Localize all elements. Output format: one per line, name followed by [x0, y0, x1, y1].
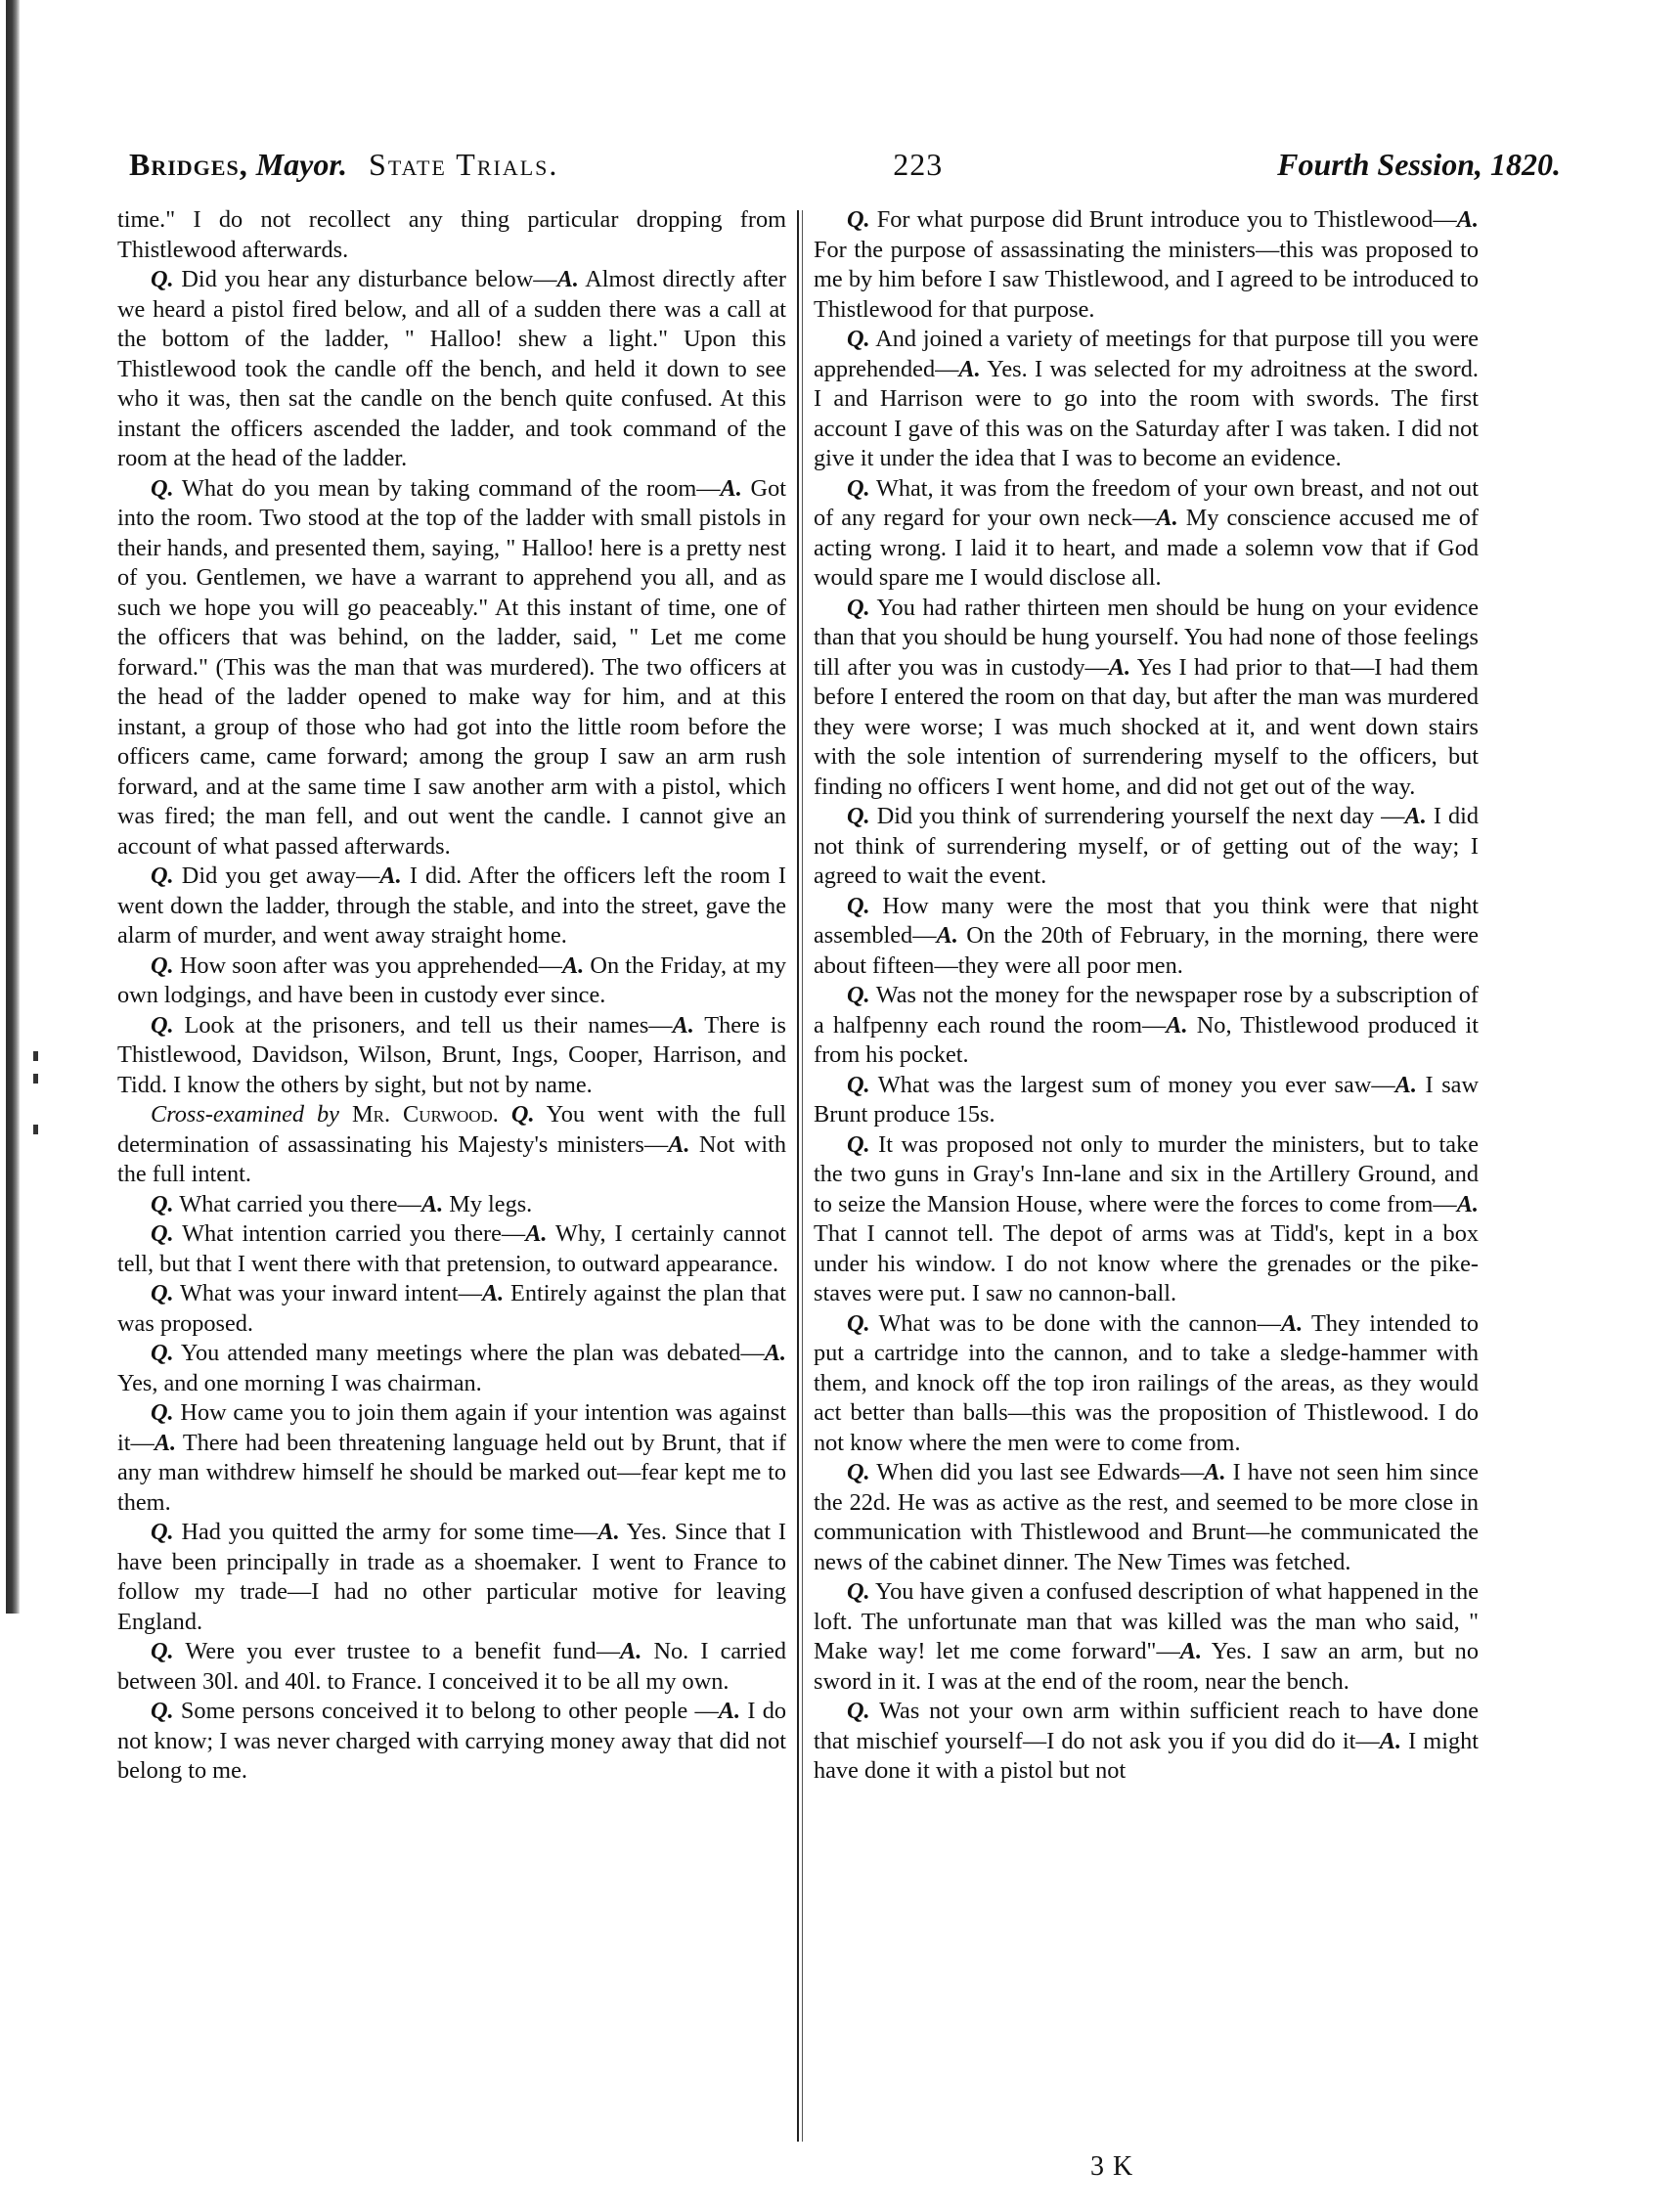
question-marker: Q. — [847, 1130, 870, 1158]
answer-marker: A. — [720, 474, 742, 502]
testimony-paragraph — [117, 265, 786, 474]
testimony-paragraph — [117, 1518, 786, 1637]
question-marker: Q. — [847, 1578, 870, 1605]
question-marker: Q. — [510, 1101, 535, 1128]
answer-marker: A. — [420, 1190, 444, 1217]
answer-text: For the purpose of assassinating the ministers—this was proposed to me by him before I saw Thistlewood, and I agreed to be introduced to Thistlewood for that purpose. — [814, 236, 1479, 323]
header-trials: State Trials. — [369, 147, 559, 182]
answer-marker: A. — [1108, 653, 1131, 681]
question-text: Look at the prisoners, and tell us their names— — [184, 1011, 673, 1039]
question-text: You attended many meetings where the plan was debated— — [180, 1340, 765, 1366]
examiner-name: Mr. Curwood. — [352, 1101, 499, 1128]
answer-text: I do not know; I was never charged with carrying money away that did not belong to me. — [117, 1698, 786, 1784]
answer-text: Yes. I saw an arm, but no sword in it. I was at the end of the room, near the bench. — [814, 1638, 1479, 1695]
question-marker: Q. — [847, 1459, 870, 1485]
answer-text: That I cannot tell. The depot of arms was at Tidd's, kept in a box under his window. I do not know where the grenades or the pike-staves were put. I saw no cannon-ball. — [814, 1220, 1479, 1306]
answer-marker: A. — [1394, 1071, 1417, 1098]
answer-marker: A. — [154, 1429, 177, 1456]
header-mayor: Mayor. — [255, 147, 348, 182]
question-marker: Q. — [847, 1309, 870, 1337]
testimony-paragraph — [117, 951, 786, 1011]
answer-marker: A. — [1379, 1727, 1402, 1754]
testimony-paragraph — [117, 1697, 786, 1787]
column-divider — [797, 210, 799, 2142]
answer-text: Almost directly after we heard a pistol fired below, and all of a sudden there was a call at the bottom of the ladder, " Halloo! shew a light." Upon this Thistlewood took the candle off the bench, and held it down to see who it was, then sat the candle on the bench quite confused. At this instant the officers ascended the ladder, and took command of the room at the head of the ladder. — [117, 266, 786, 471]
testimony-paragraph — [814, 802, 1479, 892]
question-marker: Q. — [151, 1220, 174, 1247]
question-text: It was proposed not only to murder the ministers, but to take the two guns in Gray's Inn-lane and six in the Artillery Ground, and to seize the Mansion House, where were the forces to come from— — [814, 1130, 1479, 1217]
cross-examination-label: Cross-examined by — [151, 1101, 339, 1128]
question-marker: Q. — [151, 1280, 174, 1306]
answer-text: Not with the full intent. — [117, 1130, 786, 1187]
testimony-paragraph — [814, 1130, 1479, 1309]
paragraph-text: time." I do not recollect any thing particular dropping from Thistlewood afterwards. — [117, 206, 786, 263]
testimony-paragraph — [814, 1458, 1479, 1577]
answer-marker: A. — [1166, 1011, 1188, 1039]
answer-text: I did not think of surrendering myself, or of getting out of the way; I agreed to wait the event. — [814, 803, 1479, 889]
header-left — [129, 147, 558, 183]
page-binding-edge — [6, 0, 20, 1614]
answer-text: Yes, and one morning I was chairman. — [117, 1369, 482, 1396]
question-text: How soon after was you apprehended— — [179, 951, 562, 979]
answer-text: On the Friday, at my own lodgings, and have been in custody ever since. — [117, 951, 786, 1008]
testimony-paragraph — [814, 474, 1479, 594]
answer-text: No. I carried between 30l. and 40l. to France. I conceived it to be all my own. — [117, 1638, 786, 1695]
answer-text: There is Thistlewood, Davidson, Wilson, Brunt, Ings, Cooper, Harrison, and Tidd. I know the others by sight, but not by name. — [117, 1011, 786, 1098]
question-text: Was not the money for the newspaper rose by a subscription of a halfpenny each round the room— — [814, 982, 1479, 1039]
testimony-paragraph — [117, 205, 786, 265]
testimony-paragraph — [117, 1339, 786, 1398]
answer-marker: A. — [561, 951, 585, 979]
answer-marker: A. — [1179, 1638, 1203, 1664]
question-marker: Q. — [151, 863, 174, 889]
left-column — [117, 205, 786, 2146]
question-marker: Q. — [151, 1190, 174, 1217]
answer-marker: A. — [718, 1698, 741, 1724]
question-marker: Q. — [151, 951, 174, 979]
testimony-paragraph — [814, 981, 1479, 1071]
question-text: You went with the full determination of assassinating his Majesty's ministers— — [117, 1101, 786, 1158]
answer-text: Yes. I was selected for my adroitness at the sword. I and Harrison were to go into the room with swords. The first account I gave of this was on the Saturday after I was taken. I did not give it under the idea that I was to become an evidence. — [814, 355, 1479, 471]
header-name: Bridges, — [129, 147, 248, 182]
testimony-paragraph — [117, 1637, 786, 1697]
question-text: What, it was from the freedom of your own breast, and not out of any regard for your own neck— — [814, 474, 1479, 531]
testimony-paragraph — [117, 1219, 786, 1279]
question-text: Did you hear any disturbance below— — [181, 266, 557, 292]
question-marker: Q. — [847, 892, 870, 919]
margin-mark — [33, 1074, 38, 1084]
question-text: What do you mean by taking command of the room— — [181, 474, 721, 502]
testimony-paragraph — [117, 1011, 786, 1101]
answer-marker: A. — [556, 266, 579, 292]
answer-text: My legs. — [449, 1190, 533, 1217]
answer-marker: A. — [1204, 1459, 1226, 1485]
answer-marker: A. — [958, 355, 981, 382]
answer-text: I saw Brunt produce 15s. — [814, 1071, 1479, 1128]
question-marker: Q. — [151, 1011, 174, 1039]
testimony-paragraph — [814, 325, 1479, 474]
question-marker: Q. — [847, 474, 870, 502]
column-divider — [802, 210, 803, 2142]
question-marker: Q. — [151, 1340, 174, 1366]
answer-text: There had been threatening language held out by Brunt, that if any man withdrew himself he should be marked out—fear kept me to them. — [117, 1429, 786, 1516]
answer-marker: A. — [936, 922, 958, 949]
answer-text: Got into the room. Two stood at the top of the ladder with small pistols in their hands, and presented them, saying, " Halloo! here is a pretty nest of you. Gentlemen, we have a warrant to apprehend you all, and as such we hope you will go peaceably." At this instant of time, one of the officers that was behind, on the ladder, said, " Let me come forward." (This was the man that was murdered). The two officers at the head of the ladder opened to make way for him, and at this instant, a group of those who had got into the little room before the officers came, came forward; among the group I saw an arm rush forward, and at the same time I saw another arm with a pistol, which was fired; the man fell, and out went the candle. I cannot give an account of what passed afterwards. — [117, 474, 786, 860]
question-text: How many were the most that you think were that night assembled— — [814, 892, 1479, 949]
question-text: How came you to join them again if your intention was against it— — [117, 1399, 786, 1456]
question-text: You have given a confused description of what happened in the loft. The unfortunate man that was killed was the man who said, " Make way! let me come forward"— — [814, 1578, 1479, 1664]
testimony-paragraph — [814, 205, 1479, 325]
answer-marker: A. — [1404, 803, 1427, 829]
answer-text: I might have done it with a pistol but not — [814, 1727, 1479, 1784]
answer-marker: A. — [1456, 206, 1479, 233]
question-marker: Q. — [847, 982, 870, 1008]
question-text: What carried you there— — [179, 1190, 421, 1217]
answer-text: On the 20th of February, in the morning, there were about fifteen—they were all poor men. — [814, 922, 1479, 979]
answer-marker: A. — [672, 1011, 694, 1039]
answer-text: Yes I had prior to that—I had them before I entered the room on that day, but after the man was murdered they were worse; I was much shocked at it, and went down stairs with the sole intention of surrendering myself to the officers, but finding no officers I went home, and did not get out of the way. — [814, 653, 1479, 800]
question-marker: Q. — [151, 1698, 174, 1724]
testimony-paragraph — [814, 892, 1479, 982]
question-text: What was to be done with the cannon— — [878, 1309, 1281, 1337]
question-text: Were you ever trustee to a benefit fund— — [185, 1638, 620, 1664]
page-number: 223 — [893, 147, 944, 182]
question-marker: Q. — [151, 1519, 174, 1545]
header-session: Fourth Session, 1820. — [1277, 147, 1561, 182]
question-text: Did you think of surrendering yourself the next day — — [876, 803, 1405, 829]
answer-text: I have not seen him since the 22d. He was as active as the rest, and seemed to be more close in communication with Thistlewood and Brunt—he communicated the news of the cabinet dinner. The New Times was fetched. — [814, 1459, 1479, 1575]
answer-marker: A. — [1456, 1190, 1479, 1217]
question-text: Had you quitted the army for some time— — [181, 1519, 598, 1545]
question-marker: Q. — [847, 1698, 870, 1724]
signature-mark: 3 K — [1090, 2151, 1134, 2182]
answer-text: Entirely against the plan that was proposed. — [117, 1280, 786, 1337]
question-marker: Q. — [847, 594, 870, 621]
answer-text: I did. After the officers left the room I went down the ladder, through the stable, and into the street, gave the alarm of murder, and went away straight home. — [117, 863, 786, 949]
question-marker: Q. — [847, 206, 870, 233]
question-text: You had rather thirteen men should be hung on your evidence than that you should be hung yourself. You had none of those feelings till after you was in custody— — [814, 594, 1479, 681]
question-text: What intention carried you there— — [182, 1220, 526, 1247]
question-text: When did you last see Edwards— — [876, 1459, 1205, 1485]
question-marker: Q. — [151, 1399, 174, 1426]
question-text: And joined a variety of meetings for that purpose till you were apprehended— — [814, 326, 1479, 382]
answer-text: No, Thistlewood produced it from his pocket. — [814, 1011, 1479, 1068]
testimony-paragraph — [814, 1697, 1479, 1787]
question-marker: Q. — [151, 266, 174, 292]
question-text: For what purpose did Brunt introduce you to Thistlewood— — [876, 206, 1457, 233]
testimony-paragraph — [814, 594, 1479, 803]
question-text: What was your inward intent— — [179, 1280, 482, 1306]
testimony-paragraph — [117, 1190, 786, 1220]
testimony-paragraph — [117, 1279, 786, 1339]
answer-text: My conscience accused me of acting wrong. I laid it to heart, and made a solemn vow that if God would spare me I would disclose all. — [814, 505, 1479, 591]
right-column — [814, 205, 1479, 2146]
testimony-paragraph — [117, 862, 786, 951]
question-text: Some persons conceived it to belong to other people — — [180, 1698, 719, 1724]
answer-marker: A. — [379, 863, 402, 889]
running-header — [129, 147, 1561, 190]
answer-marker: A. — [481, 1280, 505, 1306]
testimony-paragraph — [814, 1309, 1479, 1459]
answer-marker: A. — [1156, 505, 1178, 531]
question-marker: Q. — [847, 1071, 870, 1098]
answer-text: They intended to put a cartridge into the cannon, and to take a sledge-hammer with them, and knock off the top iron railings of the areas, as they would act better than balls—this was the proposition of Thistlewood. I do not know where the men were to come from. — [814, 1309, 1479, 1456]
question-marker: Q. — [847, 803, 870, 829]
answer-marker: A. — [525, 1220, 548, 1247]
question-marker: Q. — [151, 1638, 174, 1664]
question-text: What was the largest sum of money you ever saw— — [877, 1071, 1395, 1098]
answer-marker: A. — [764, 1340, 786, 1366]
testimony-paragraph — [814, 1577, 1479, 1697]
answer-text: Why, I certainly cannot tell, but that I went there with that pretension, to outward appearance. — [117, 1220, 786, 1277]
question-text: Was not your own arm within sufficient reach to have done that mischief yourself—I do not ask you if you did do it— — [814, 1698, 1479, 1754]
testimony-paragraph — [117, 1100, 786, 1190]
testimony-paragraph — [814, 1071, 1479, 1130]
answer-marker: A. — [597, 1519, 620, 1545]
answer-text: Yes. Since that I have been principally in trade as a shoemaker. I went to France to follow my trade—I had no other particular motive for leaving England. — [117, 1519, 786, 1635]
testimony-paragraph — [117, 474, 786, 863]
question-marker: Q. — [151, 474, 174, 502]
margin-mark — [33, 1051, 38, 1061]
answer-marker: A. — [620, 1638, 642, 1664]
question-marker: Q. — [847, 326, 870, 352]
margin-mark — [33, 1125, 38, 1134]
question-text: Did you get away— — [181, 863, 380, 889]
answer-marker: A. — [668, 1130, 690, 1158]
answer-marker: A. — [1280, 1309, 1304, 1337]
testimony-paragraph — [117, 1398, 786, 1518]
